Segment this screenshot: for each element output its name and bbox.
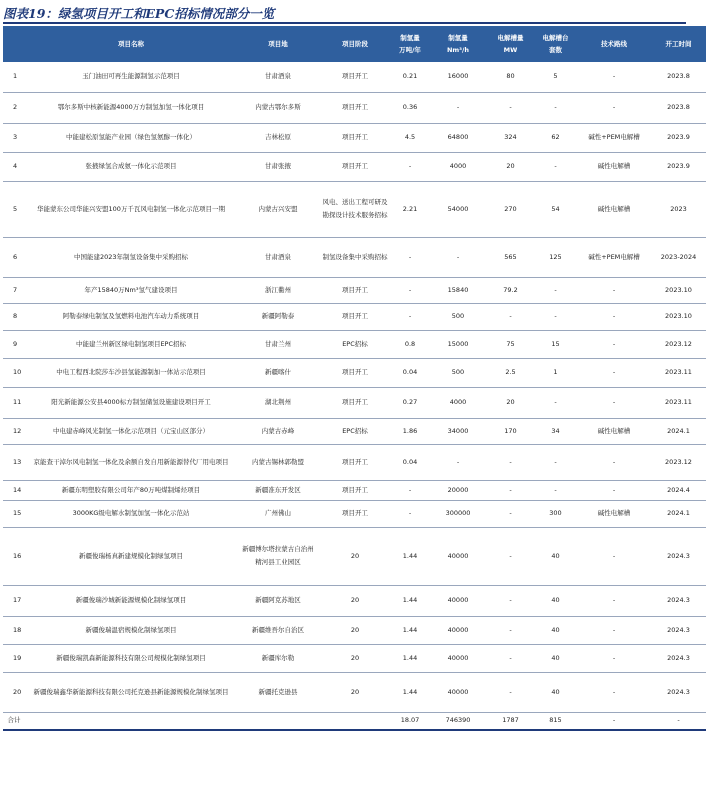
cell-start-time: 2024.3 (651, 672, 706, 712)
cell-project-name: 阳光新能源公安县4000标方制氢储氢设施建设项目开工 (25, 387, 237, 418)
cell-tech-route: - (577, 480, 651, 500)
cell-electrolyzer-mw: 324 (487, 123, 534, 152)
table-row (3, 644, 706, 672)
cell-electrolyzer-mw: - (487, 480, 534, 500)
total-row (3, 712, 706, 730)
cell-row-index: 12 (3, 418, 25, 444)
cell-tech-route: 碱性电解槽 (577, 181, 651, 237)
cell-tech-route: - (577, 527, 651, 585)
cell-start-time: 2023.12 (651, 330, 706, 358)
cell-capacity-nm3: 15000 (429, 330, 487, 358)
cell-tech-route: - (577, 303, 651, 330)
cell-capacity-nm3: - (429, 92, 487, 123)
cell-electrolyzer-mw: 2.5 (487, 358, 534, 387)
cell-location: 新疆喀什 (237, 358, 319, 387)
table-row (3, 181, 706, 237)
cell-location: 甘肃酒泉 (237, 62, 319, 92)
table-row (3, 585, 706, 616)
cell-capacity-tons: 1.44 (391, 644, 429, 672)
cell-capacity-tons: 1.44 (391, 585, 429, 616)
cell-electrolyzer-sets: 54 (534, 181, 577, 237)
cell-stage: 20 (319, 527, 391, 585)
cell-tech-route: 碱性电解槽 (577, 152, 651, 181)
title-underline (3, 22, 686, 24)
cell-capacity-tons: - (391, 237, 429, 277)
cell-row-index: 15 (3, 500, 25, 527)
cell-electrolyzer-sets: 1 (534, 358, 577, 387)
cell-row-index: 9 (3, 330, 25, 358)
cell-capacity-nm3: 16000 (429, 62, 487, 92)
cell-stage: EPC招标 (319, 418, 391, 444)
cell-location: 甘肃酒泉 (237, 237, 319, 277)
cell-project-name: 中国能建2023年制氢设备集中采购招标 (25, 237, 237, 277)
header-start-time: 开工时间 (651, 26, 706, 62)
cell-row-index: 16 (3, 527, 25, 585)
cell-capacity-nm3: 40000 (429, 585, 487, 616)
cell-tech-route: - (577, 92, 651, 123)
cell-tech-route: - (577, 616, 651, 644)
cell-stage: 项目开工 (319, 62, 391, 92)
cell-stage: 20 (319, 644, 391, 672)
cell-electrolyzer-sets: 40 (534, 616, 577, 644)
cell-project-name: 中能建兰州新区绿电制氢项目EPC招标 (25, 330, 237, 358)
cell-project-name: 玉门油田可再生能源制氢示范项目 (25, 62, 237, 92)
cell-tech-route: 碱性电解槽 (577, 418, 651, 444)
cell-capacity-nm3: 40000 (429, 672, 487, 712)
table-row (3, 237, 706, 277)
cell-tech-route: - (577, 387, 651, 418)
cell-capacity-tons: 1.86 (391, 418, 429, 444)
total-cell-electrolyzer-mw: 1787 (487, 712, 534, 730)
cell-electrolyzer-mw: - (487, 527, 534, 585)
cell-row-index: 6 (3, 237, 25, 277)
cell-electrolyzer-sets: 125 (534, 237, 577, 277)
cell-stage: 项目开工 (319, 480, 391, 500)
cell-project-name: 新疆俊瑞凯森新能源科技有限公司规模化制绿氢项目 (25, 644, 237, 672)
header-electrolyzer-sets: 电解槽台 套数 (534, 26, 577, 62)
cell-tech-route: - (577, 585, 651, 616)
cell-capacity-nm3: - (429, 237, 487, 277)
cell-tech-route: 碱性+PEM电解槽 (577, 123, 651, 152)
cell-electrolyzer-sets: - (534, 480, 577, 500)
table-row (3, 277, 706, 303)
cell-project-name: 鄂尔多斯中核新能源4000万方制氢加氢一体化项目 (25, 92, 237, 123)
cell-capacity-tons: - (391, 277, 429, 303)
header-electrolyzer-mw: 电解槽量 MW (487, 26, 534, 62)
cell-stage: 项目开工 (319, 123, 391, 152)
cell-electrolyzer-mw: - (487, 585, 534, 616)
cell-row-index: 4 (3, 152, 25, 181)
cell-electrolyzer-mw: 80 (487, 62, 534, 92)
cell-project-name: 新疆俊瑞杨真新建规模化制绿氢项目 (25, 527, 237, 585)
table-row (3, 62, 706, 92)
cell-electrolyzer-sets: 34 (534, 418, 577, 444)
cell-electrolyzer-mw: 565 (487, 237, 534, 277)
cell-capacity-nm3: 64800 (429, 123, 487, 152)
cell-start-time: 2024.1 (651, 418, 706, 444)
cell-capacity-nm3: 300000 (429, 500, 487, 527)
cell-row-index: 5 (3, 181, 25, 237)
cell-project-name: 新疆东明塑胶有限公司年产80万吨煤制烯烃项目 (25, 480, 237, 500)
cell-electrolyzer-mw: - (487, 644, 534, 672)
cell-project-name: 京能查干淖尔风电制氢一体化及余额自发自用新能源替代厂用电项目 (25, 444, 237, 480)
cell-project-name: 新疆俊瑞温宿规模化制绿氢项目 (25, 616, 237, 644)
cell-electrolyzer-sets: 5 (534, 62, 577, 92)
cell-stage: 20 (319, 672, 391, 712)
cell-capacity-tons: - (391, 480, 429, 500)
header-capacity-tons: 制氢量 万吨/年 (391, 26, 429, 62)
cell-row-index: 7 (3, 277, 25, 303)
header-index (3, 26, 25, 62)
cell-capacity-tons: 1.44 (391, 616, 429, 644)
table-row (3, 500, 706, 527)
cell-capacity-nm3: 40000 (429, 616, 487, 644)
cell-location: 内蒙古赤峰 (237, 418, 319, 444)
cell-electrolyzer-sets: - (534, 387, 577, 418)
cell-tech-route: - (577, 672, 651, 712)
cell-project-name: 新疆俊瑞鑫华新能源科技有限公司托克逊县新能源规模化制绿氢项目 (25, 672, 237, 712)
cell-stage: 项目开工 (319, 387, 391, 418)
cell-project-name: 华能蒙东公司华能兴安盟100万千瓦风电制氢一体化示范项目一期 (25, 181, 237, 237)
cell-electrolyzer-mw: - (487, 92, 534, 123)
cell-stage: 项目开工 (319, 444, 391, 480)
table-header-row (3, 26, 706, 62)
figure-title: 图表19：绿氢项目开工和EPC招标情况部分一览 (3, 6, 275, 21)
cell-electrolyzer-sets: 40 (534, 644, 577, 672)
cell-start-time: 2023.12 (651, 444, 706, 480)
cell-location: 浙江衢州 (237, 277, 319, 303)
cell-row-index: 1 (3, 62, 25, 92)
total-cell-stage (319, 712, 391, 730)
cell-start-time: 2023.8 (651, 92, 706, 123)
cell-capacity-tons: - (391, 500, 429, 527)
cell-electrolyzer-sets: 40 (534, 527, 577, 585)
cell-electrolyzer-sets: - (534, 444, 577, 480)
cell-project-name: 中电工程西北院莎车沙县氢能源制加一体站示范项目 (25, 358, 237, 387)
cell-capacity-nm3: 500 (429, 358, 487, 387)
cell-row-index: 11 (3, 387, 25, 418)
cell-location: 新疆准东开发区 (237, 480, 319, 500)
cell-electrolyzer-mw: 20 (487, 387, 534, 418)
cell-electrolyzer-sets: - (534, 303, 577, 330)
table-row (3, 152, 706, 181)
table-row (3, 480, 706, 500)
cell-electrolyzer-sets: 62 (534, 123, 577, 152)
cell-capacity-nm3: 4000 (429, 387, 487, 418)
cell-row-index: 20 (3, 672, 25, 712)
cell-location: 新疆博尔塔拉蒙古自治州精河县工业园区 (237, 527, 319, 585)
cell-electrolyzer-mw: - (487, 303, 534, 330)
cell-project-name: 阿勒泰绿电制氢及氢燃料电池汽车动力系统项目 (25, 303, 237, 330)
cell-capacity-tons: 1.44 (391, 672, 429, 712)
cell-start-time: 2023.11 (651, 358, 706, 387)
cell-electrolyzer-mw: - (487, 672, 534, 712)
cell-capacity-nm3: 34000 (429, 418, 487, 444)
cell-electrolyzer-sets: 300 (534, 500, 577, 527)
cell-electrolyzer-mw: 20 (487, 152, 534, 181)
cell-location: 内蒙古锡林郭勒盟 (237, 444, 319, 480)
cell-start-time: 2023-2024 (651, 237, 706, 277)
cell-location: 新疆阿勒泰 (237, 303, 319, 330)
cell-electrolyzer-mw: - (487, 616, 534, 644)
cell-capacity-nm3: - (429, 444, 487, 480)
total-cell-capacity-nm3: 746390 (429, 712, 487, 730)
cell-location: 新疆阿克苏地区 (237, 585, 319, 616)
cell-row-index: 10 (3, 358, 25, 387)
cell-stage: 项目开工 (319, 303, 391, 330)
cell-capacity-tons: 0.04 (391, 444, 429, 480)
cell-start-time: 2024.4 (651, 480, 706, 500)
cell-start-time: 2023.9 (651, 123, 706, 152)
cell-location: 湖北荆州 (237, 387, 319, 418)
total-cell-project-name (25, 712, 237, 730)
cell-row-index: 14 (3, 480, 25, 500)
table-row (3, 330, 706, 358)
table-row (3, 358, 706, 387)
cell-start-time: 2023.10 (651, 303, 706, 330)
cell-row-index: 18 (3, 616, 25, 644)
header-capacity-nm3: 制氢量 Nm³/h (429, 26, 487, 62)
cell-tech-route: - (577, 330, 651, 358)
table-row (3, 418, 706, 444)
cell-start-time: 2023.8 (651, 62, 706, 92)
cell-electrolyzer-mw: - (487, 500, 534, 527)
cell-row-index: 17 (3, 585, 25, 616)
cell-start-time: 2023.9 (651, 152, 706, 181)
cell-capacity-tons: 1.44 (391, 527, 429, 585)
table-row (3, 92, 706, 123)
cell-location: 吉林松原 (237, 123, 319, 152)
cell-capacity-tons: 0.21 (391, 62, 429, 92)
figure-title-bar (3, 3, 686, 21)
cell-capacity-nm3: 40000 (429, 527, 487, 585)
cell-electrolyzer-mw: 270 (487, 181, 534, 237)
cell-stage: 项目开工 (319, 500, 391, 527)
cell-start-time: 2024.1 (651, 500, 706, 527)
cell-electrolyzer-mw: 79.2 (487, 277, 534, 303)
cell-electrolyzer-sets: 40 (534, 672, 577, 712)
cell-stage: 20 (319, 585, 391, 616)
cell-start-time: 2023.10 (651, 277, 706, 303)
cell-location: 新疆维吾尔自治区 (237, 616, 319, 644)
cell-project-name: 张掖绿氢合成氨一体化示范项目 (25, 152, 237, 181)
table-row (3, 123, 706, 152)
cell-electrolyzer-mw: - (487, 444, 534, 480)
cell-tech-route: - (577, 644, 651, 672)
table-row (3, 444, 706, 480)
table-row (3, 527, 706, 585)
cell-row-index: 8 (3, 303, 25, 330)
cell-tech-route: - (577, 444, 651, 480)
cell-electrolyzer-sets: 15 (534, 330, 577, 358)
cell-capacity-tons: 2.21 (391, 181, 429, 237)
cell-location: 内蒙古鄂尔多斯 (237, 92, 319, 123)
cell-location: 新疆库尔勒 (237, 644, 319, 672)
header-location: 项目地 (237, 26, 319, 62)
cell-location: 内蒙古兴安盟 (237, 181, 319, 237)
cell-capacity-tons: 0.27 (391, 387, 429, 418)
table-row (3, 672, 706, 712)
cell-capacity-tons: - (391, 152, 429, 181)
cell-stage: 风电、送出工程可研及勘探设计技术服务招标 (319, 181, 391, 237)
cell-project-name: 3000KG级电解水制氢加氢一体化示范站 (25, 500, 237, 527)
header-stage: 项目阶段 (319, 26, 391, 62)
cell-electrolyzer-mw: 170 (487, 418, 534, 444)
header-project-name: 项目名称 (25, 26, 237, 62)
header-tech-route: 技术路线 (577, 26, 651, 62)
total-cell-row-index: 合计 (3, 712, 25, 730)
table-row (3, 616, 706, 644)
cell-tech-route: 碱性电解槽 (577, 500, 651, 527)
cell-stage: 项目开工 (319, 152, 391, 181)
cell-location: 甘肃张掖 (237, 152, 319, 181)
cell-electrolyzer-mw: 75 (487, 330, 534, 358)
cell-location: 甘肃兰州 (237, 330, 319, 358)
cell-start-time: 2023.11 (651, 387, 706, 418)
cell-capacity-tons: - (391, 303, 429, 330)
cell-tech-route: - (577, 277, 651, 303)
cell-capacity-tons: 0.04 (391, 358, 429, 387)
cell-stage: 20 (319, 616, 391, 644)
cell-electrolyzer-sets: - (534, 92, 577, 123)
cell-stage: EPC招标 (319, 330, 391, 358)
cell-tech-route: - (577, 62, 651, 92)
cell-capacity-nm3: 15840 (429, 277, 487, 303)
cell-electrolyzer-sets: 40 (534, 585, 577, 616)
cell-stage: 项目开工 (319, 92, 391, 123)
cell-project-name: 年产15840万Nm³氢气建设项目 (25, 277, 237, 303)
cell-location: 新疆托克逊县 (237, 672, 319, 712)
total-cell-location (237, 712, 319, 730)
cell-capacity-nm3: 20000 (429, 480, 487, 500)
cell-start-time: 2024.3 (651, 527, 706, 585)
cell-stage: 项目开工 (319, 277, 391, 303)
cell-capacity-nm3: 54000 (429, 181, 487, 237)
total-cell-capacity-tons: 18.07 (391, 712, 429, 730)
total-cell-tech-route: - (577, 712, 651, 730)
cell-project-name: 中电建赤峰风光制氢一体化示范项目（元宝山区部分） (25, 418, 237, 444)
table-row (3, 303, 706, 330)
cell-capacity-tons: 4.5 (391, 123, 429, 152)
cell-capacity-nm3: 4000 (429, 152, 487, 181)
cell-capacity-nm3: 500 (429, 303, 487, 330)
cell-capacity-tons: 0.36 (391, 92, 429, 123)
cell-project-name: 新疆俊瑞沙城新能源规模化制绿氢项目 (25, 585, 237, 616)
cell-tech-route: - (577, 358, 651, 387)
cell-row-index: 3 (3, 123, 25, 152)
table-row (3, 387, 706, 418)
cell-tech-route: 碱性+PEM电解槽 (577, 237, 651, 277)
total-cell-electrolyzer-sets: 815 (534, 712, 577, 730)
cell-start-time: 2023 (651, 181, 706, 237)
cell-row-index: 13 (3, 444, 25, 480)
cell-stage: 制氢设备集中采购招标 (319, 237, 391, 277)
cell-electrolyzer-sets: - (534, 152, 577, 181)
cell-capacity-tons: 0.8 (391, 330, 429, 358)
cell-stage: 项目开工 (319, 358, 391, 387)
cell-row-index: 19 (3, 644, 25, 672)
projects-table (3, 26, 706, 731)
cell-start-time: 2024.3 (651, 585, 706, 616)
cell-project-name: 中能建松原氢能产业园（绿色氢氨醇一体化） (25, 123, 237, 152)
cell-start-time: 2024.3 (651, 644, 706, 672)
cell-capacity-nm3: 40000 (429, 644, 487, 672)
cell-start-time: 2024.3 (651, 616, 706, 644)
total-cell-start-time: - (651, 712, 706, 730)
cell-row-index: 2 (3, 92, 25, 123)
cell-location: 广州佛山 (237, 500, 319, 527)
cell-electrolyzer-sets: - (534, 277, 577, 303)
